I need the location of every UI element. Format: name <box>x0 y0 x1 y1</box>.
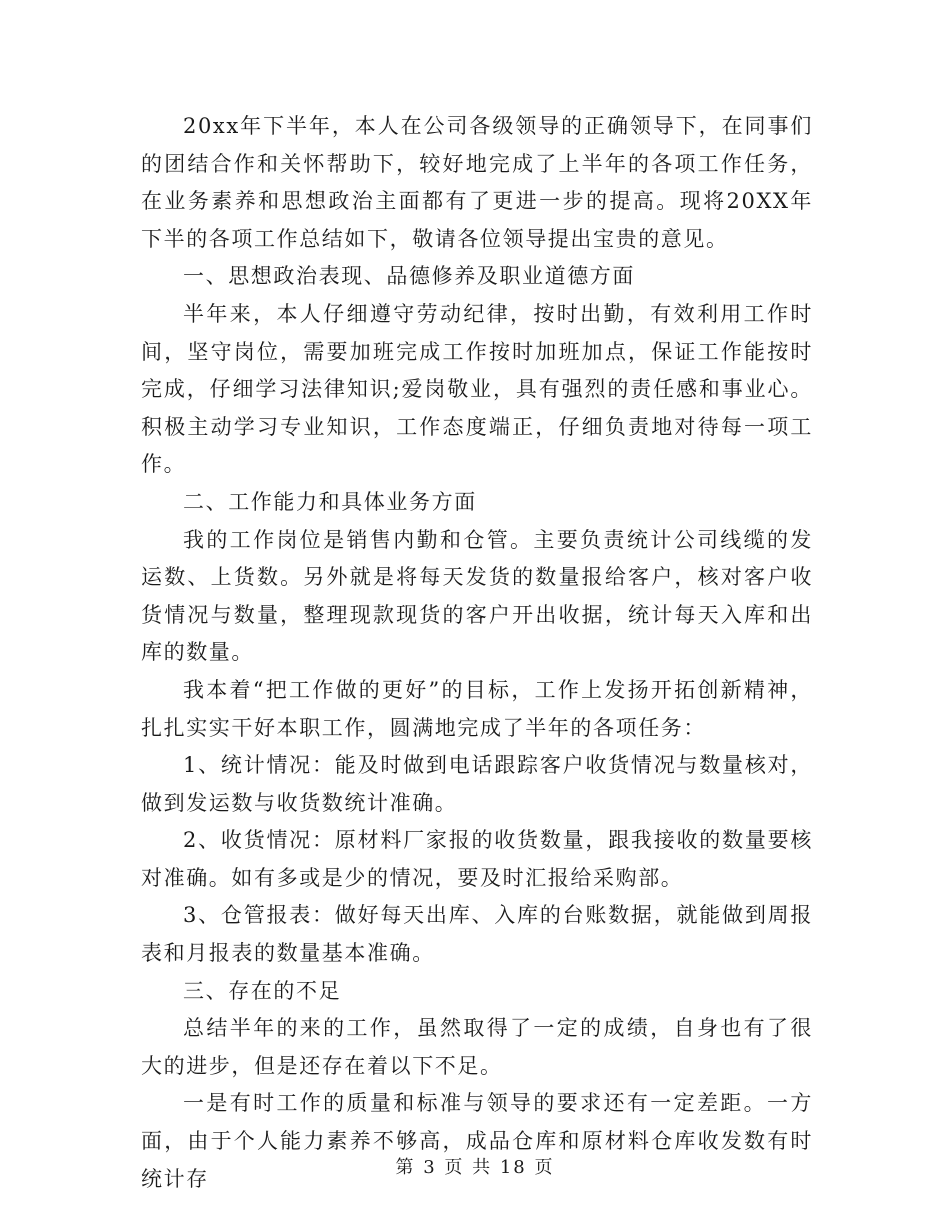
list-item-reports: 3、仓管报表：做好每天出库、入库的台账数据，就能做到周报表和月报表的数量基本准确。 <box>141 903 813 966</box>
heading-section-3: 三、存在的不足 <box>183 978 342 1003</box>
document-body <box>141 108 813 1198</box>
paragraph-goal: 我本着“把工作做的更好”的目标，工作上发扬开拓创新精神，扎扎实实干好本职工作，圆满地完成了半年的各项任务： <box>141 677 813 740</box>
list-item-receiving: 2、收货情况：原材料厂家报的收货数量，跟我接收的数量要核对准确。如有多或是少的情况，要及时汇报给采购部。 <box>141 828 813 890</box>
paragraph-job-duties: 我的工作岗位是销售内勤和仓管。主要负责统计公司线缆的发运数、上货数。另外就是将每天发货的数量报给客户，核对客户收货情况与数量，整理现款现货的客户开出收据，统计每天入库和出库的数量。 <box>141 527 813 665</box>
heading-section-2: 二、工作能力和具体业务方面 <box>183 489 477 514</box>
page-footer: 第 3 页 共 18 页 <box>395 1157 555 1178</box>
heading-section-1: 一、思想政治表现、品德修养及职业道德方面 <box>183 264 635 289</box>
paragraph-shortcoming-1: 一是有时工作的质量和标准与领导的要求还有一定差距。一方面，由于个人能力素养不够高，成品仓库和原材料仓库收发数有时统计存 <box>141 1091 813 1191</box>
list-item-statistics: 1、统计情况：能及时做到电话跟踪客户收货情况与数量核对，做到发运数与收货数统计准确。 <box>141 753 813 815</box>
paragraph-section-1: 半年来，本人仔细遵守劳动纪律，按时出勤，有效利用工作时间，坚守岗位，需要加班完成工作按时加班加点，保证工作能按时完成，仔细学习法律知识;爱岗敬业，具有强烈的责任感和事业心。积极主动学习专业知识，工作态度端正，仔细负责地对待每一项工作。 <box>141 301 813 477</box>
paragraph-summary: 总结半年的来的工作，虽然取得了一定的成绩，自身也有了很大的进步，但是还存在着以下不足。 <box>141 1016 813 1078</box>
paragraph-intro: 20xx年下半年，本人在公司各级领导的正确领导下，在同事们的团结合作和关怀帮助下，较好地完成了上半年的各项工作任务，在业务素养和思想政治主面都有了更进一步的提高。现将20XX年下半的各项工作总结如下，敬请各位领导提出宝贵的意见。 <box>141 114 813 251</box>
